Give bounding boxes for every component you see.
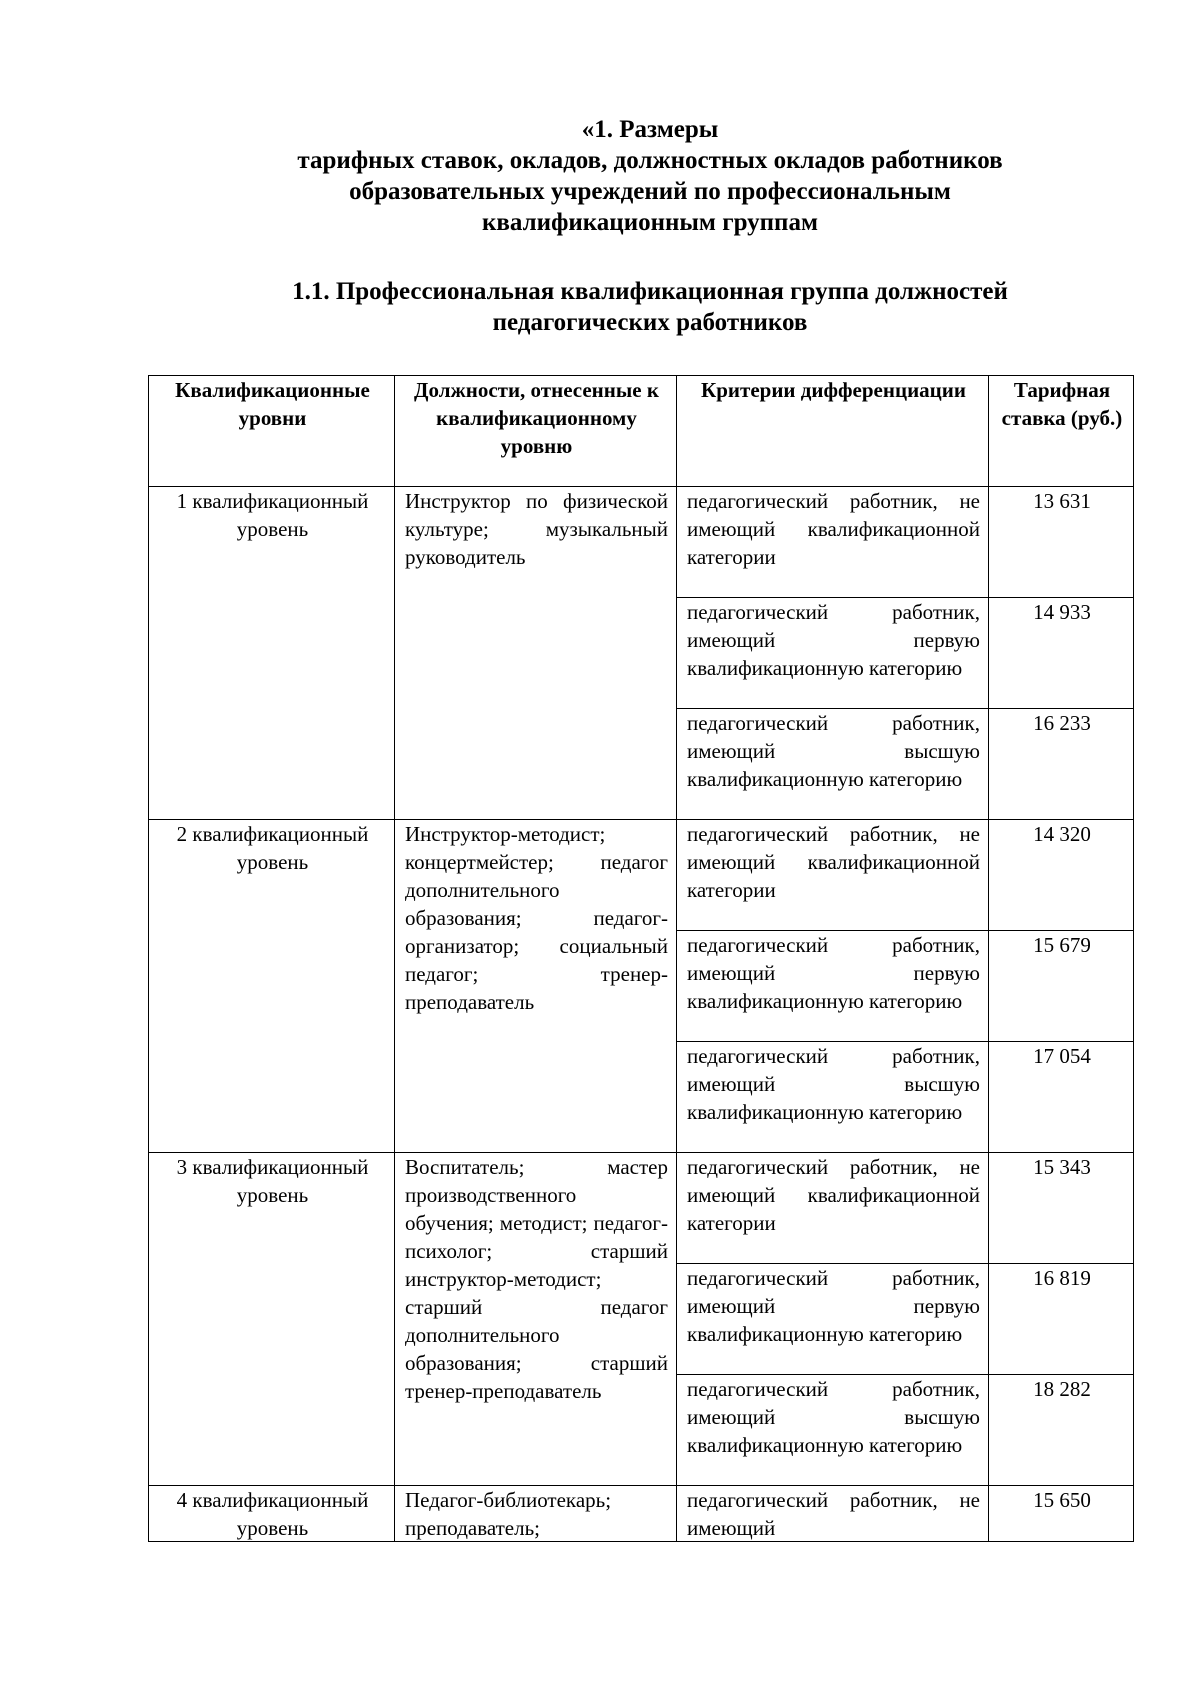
title-line-1: «1. Размеры (581, 116, 719, 143)
positions-cell: Воспитатель; мастер производственного обучения; методист; педагог-психолог; старший инструктор-методист; старший педагог дополнительного образования; старший тренер-преподаватель (395, 1153, 677, 1486)
rate-cell: 15 650 (989, 1486, 1134, 1542)
header-positions: Должности, отнесенные к квалификационному уровню (395, 376, 677, 487)
section-heading (0, 276, 1200, 338)
document-title (0, 114, 1200, 238)
rate-cell: 13 631 (989, 487, 1134, 598)
table-row (149, 487, 1134, 598)
title-line-3: образовательных учреждений по профессиональным (349, 178, 951, 205)
level-cell: 3 квалификационный уровень (149, 1153, 395, 1486)
salary-rates-table (148, 375, 1134, 1542)
level-cell-text: 4 квалификационный уровень (176, 1488, 369, 1540)
header-rate: Тарифная ставка (руб.) (989, 376, 1134, 487)
rate-cell: 15 679 (989, 931, 1134, 1042)
section-heading-line-2: педагогических работников (492, 309, 808, 336)
criteria-cell-text: педагогический работник, не имеющий (687, 1488, 980, 1540)
rate-cell: 14 320 (989, 820, 1134, 931)
positions-cell: Инструктор по физической культуре; музыкальный руководитель (395, 487, 677, 820)
positions-cell-text: Педагог-библиотекарь; преподаватель; (405, 1488, 612, 1540)
criteria-cell: педагогический работник, имеющий высшую квалификационную категорию (677, 1375, 989, 1486)
criteria-cell: педагогический работник, имеющий высшую квалификационную категорию (677, 709, 989, 820)
level-cell: 2 квалификационный уровень (149, 820, 395, 1153)
rate-cell: 18 282 (989, 1375, 1134, 1486)
criteria-cell: педагогический работник, имеющий первую квалификационную категорию (677, 598, 989, 709)
table-row (149, 820, 1134, 931)
rate-cell: 15 343 (989, 1153, 1134, 1264)
criteria-cell (677, 1486, 989, 1542)
rate-cell: 16 233 (989, 709, 1134, 820)
criteria-cell: педагогический работник, имеющий первую квалификационную категорию (677, 931, 989, 1042)
table-row (149, 1486, 1134, 1542)
section-heading-line-1: 1.1. Профессиональная квалификационная группа должностей (292, 278, 1008, 305)
positions-cell: Инструктор-методист; концертмейстер; педагог дополнительного образования; педагог-организатор; социальный педагог; тренер-преподаватель (395, 820, 677, 1153)
rate-cell: 17 054 (989, 1042, 1134, 1153)
criteria-cell: педагогический работник, имеющий первую квалификационную категорию (677, 1264, 989, 1375)
table-row (149, 1153, 1134, 1264)
criteria-cell: педагогический работник, не имеющий квалификационной категории (677, 1153, 989, 1264)
header-criteria: Критерии дифференциации (677, 376, 989, 487)
title-line-2: тарифных ставок, окладов, должностных окладов работников (297, 147, 1003, 174)
title-line-4: квалификационным группам (482, 209, 818, 236)
rate-cell: 16 819 (989, 1264, 1134, 1375)
level-cell (149, 1486, 395, 1542)
criteria-cell: педагогический работник, не имеющий квалификационной категории (677, 487, 989, 598)
rate-cell: 14 933 (989, 598, 1134, 709)
criteria-cell: педагогический работник, не имеющий квалификационной категории (677, 820, 989, 931)
level-cell: 1 квалификационный уровень (149, 487, 395, 820)
criteria-cell: педагогический работник, имеющий высшую квалификационную категорию (677, 1042, 989, 1153)
positions-cell (395, 1486, 677, 1542)
table-header-row (149, 376, 1134, 487)
header-levels: Квалификационные уровни (149, 376, 395, 487)
